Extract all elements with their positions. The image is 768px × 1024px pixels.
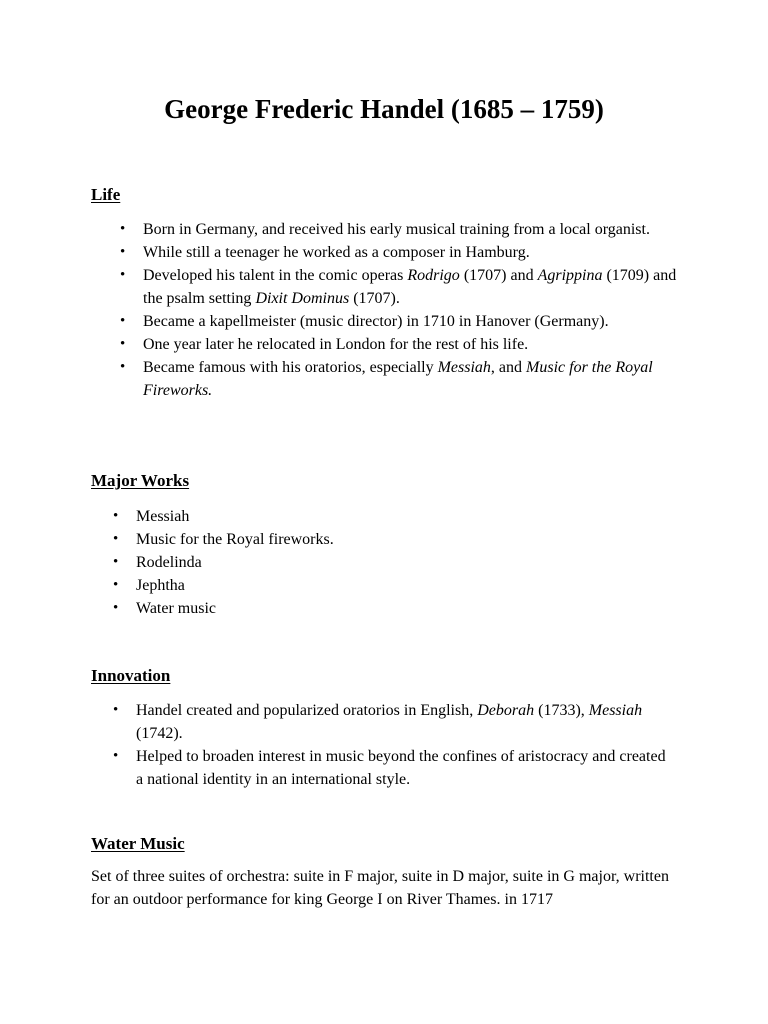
list-item-text: Helped to broaden interest in music beyond the confines of aristocracy and created a national identity in an international style. [136, 748, 666, 788]
italic-title-text: Agrippina [537, 267, 603, 284]
list-item-text: Jephtha [136, 577, 185, 594]
list-item-text: (1709) and the psalm setting [143, 267, 677, 307]
section-heading-major-works: Major Works [91, 471, 190, 490]
list-item-text: , and [490, 359, 527, 376]
list-item-text: (1733), [534, 702, 589, 719]
life-list [0, 218, 683, 402]
italic-title-text: Rodrigo [407, 267, 460, 284]
list-item [0, 310, 683, 333]
list-item-text: Developed his talent in the comic operas [143, 267, 408, 284]
section-heading-innovation: Innovation [91, 666, 171, 685]
italic-title-text: Deborah [477, 702, 535, 719]
list-item-text: Became famous with his oratorios, especially [143, 359, 438, 376]
bullet-icon: • [120, 336, 126, 352]
list-item-text: (1742). [136, 725, 183, 742]
list-item [0, 356, 683, 402]
list-item [0, 597, 676, 620]
list-item [0, 551, 676, 574]
list-item [0, 745, 676, 791]
bullet-icon: • [120, 267, 126, 283]
list-item-text: Born in Germany, and received his early musical training from a local organist. [143, 221, 650, 238]
bullet-icon: • [120, 244, 126, 260]
list-item-text: Music for the Royal fireworks. [136, 531, 334, 548]
list-item [0, 218, 683, 241]
italic-title-text: Dixit Dominus [255, 290, 350, 307]
list-item-text: Rodelinda [136, 554, 202, 571]
water-music-paragraph: Set of three suites of orchestra: suite in F major, suite in D major, suite in G major, written for an outdoor performance for king George I on River Thames. in 1717 [91, 868, 669, 908]
list-item-text: One year later he relocated in London for the rest of his life. [143, 336, 529, 353]
list-item [0, 505, 676, 528]
list-item-text: (1707) and [459, 267, 538, 284]
bullet-icon: • [113, 748, 119, 764]
list-item [0, 528, 676, 551]
italic-title-text: Messiah [588, 702, 643, 719]
list-item-text: (1707). [349, 290, 400, 307]
bullet-icon: • [113, 508, 119, 524]
list-item [0, 264, 683, 310]
bullet-icon: • [120, 221, 126, 237]
list-item-text: Messiah [136, 508, 190, 525]
list-item [0, 574, 676, 597]
bullet-icon: • [113, 600, 119, 616]
list-item-text: Became a kapellmeister (music director) in 1710 in Hanover (Germany). [143, 313, 609, 330]
list-item-text: While still a teenager he worked as a composer in Hamburg. [143, 244, 530, 261]
list-item [0, 333, 683, 356]
bullet-icon: • [113, 577, 119, 593]
section-heading-life: Life [91, 185, 121, 204]
bullet-icon: • [113, 554, 119, 570]
italic-title-text: Messiah [437, 359, 491, 376]
list-item-text: Handel created and popularized oratorios in English, [136, 702, 478, 719]
bullet-icon: • [113, 702, 119, 718]
innovation-list [0, 699, 676, 791]
italic-title-text: Music for the Royal Fireworks. [143, 359, 653, 399]
bullet-icon: • [120, 313, 126, 329]
bullet-icon: • [113, 531, 119, 547]
bullet-icon: • [120, 359, 126, 375]
list-item-text: Water music [136, 600, 217, 617]
list-item [0, 241, 683, 264]
document-title: George Frederic Handel (1685 – 1759) [164, 94, 604, 124]
list-item [0, 699, 676, 745]
section-heading-water-music: Water Music [91, 834, 185, 853]
major-works-list [0, 505, 676, 620]
